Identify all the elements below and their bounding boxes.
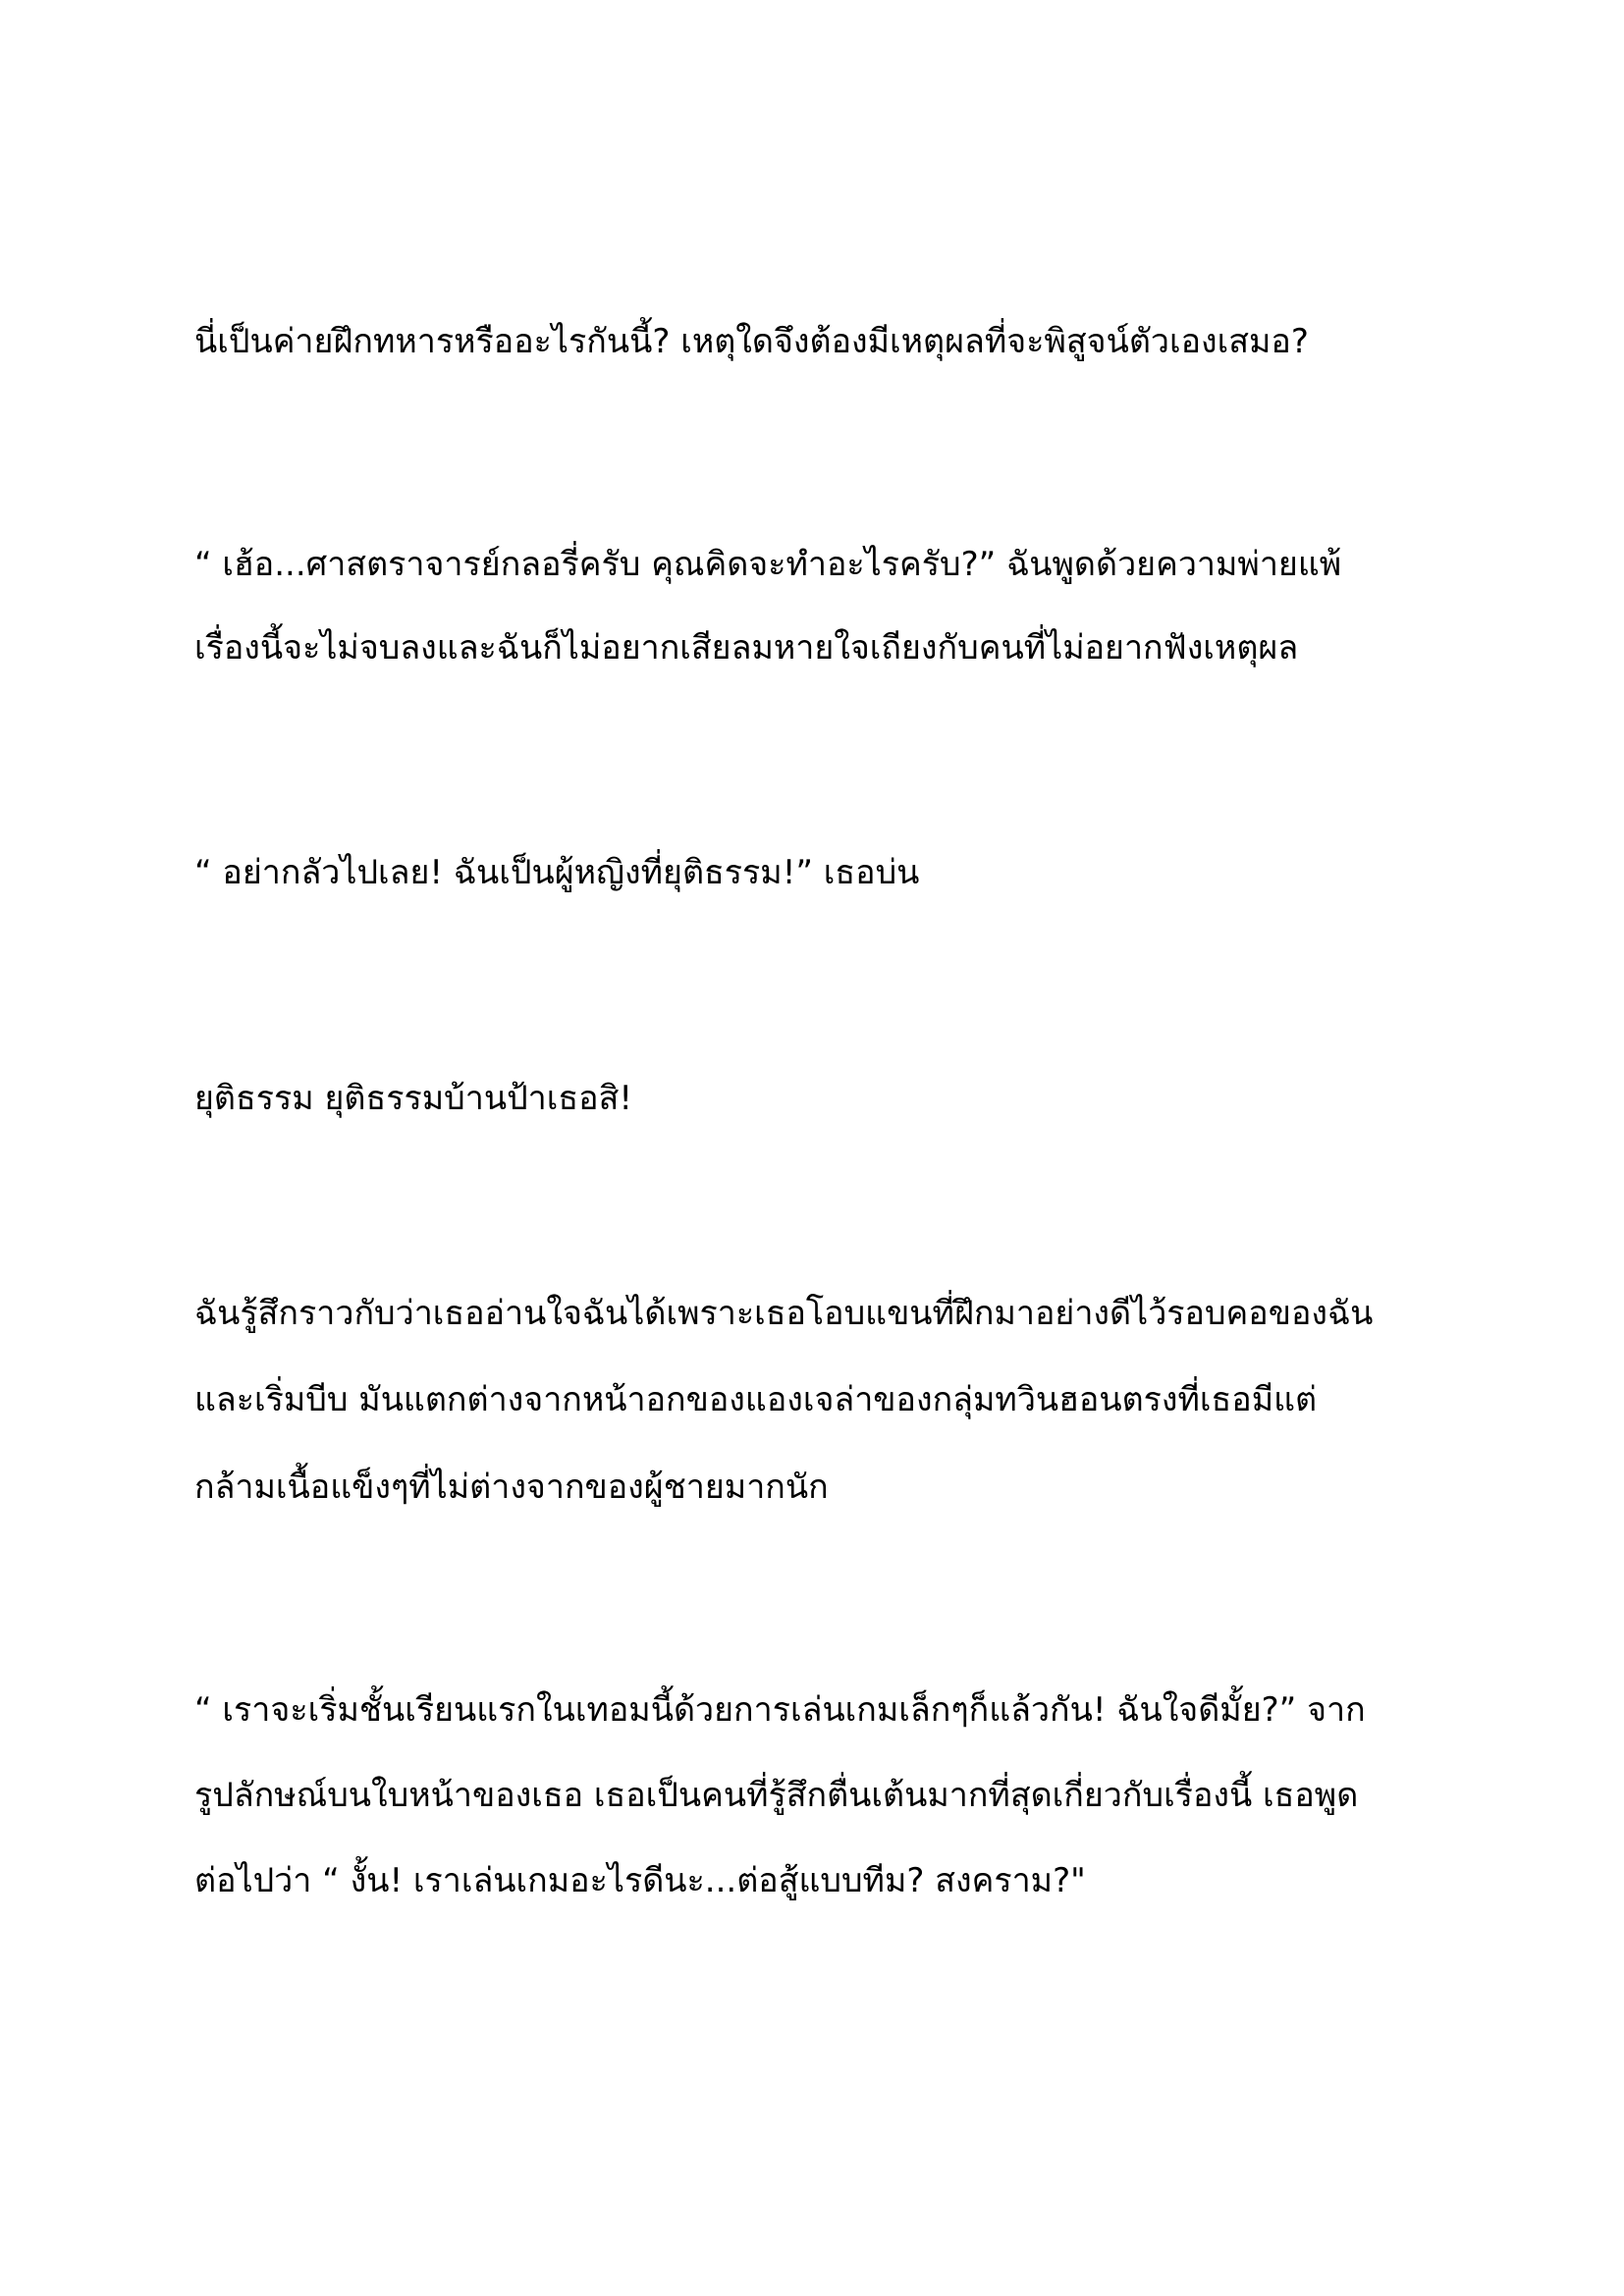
paragraph-line: นี่เป็นค่ายฝึกทหารหรืออะไรกันนี้? เหตุใดจึงต้องมีเหตุผลที่จะพิสูจน์ตัวเองเสมอ? — [194, 322, 1309, 361]
paragraph-line: “ เราจะเริ่มชั้นเรียนแรกในเทอมนี้ด้วยการเล่นเกมเล็กๆก็แล้วกัน! ฉันใจดีมั้ย?” จาก — [194, 1690, 1366, 1730]
paragraph-line: ต่อไปว่า “ งั้น! เราเล่นเกมอะไรดีนะ...ต่อสู้แบบทีม? สงคราม?" — [194, 1861, 1086, 1900]
paragraph-line: ยุติธรรม ยุติธรรมบ้านป้าเธอสิ! — [194, 1079, 632, 1118]
paragraph-line: ฉันรู้สึกราวกับว่าเธออ่านใจฉันได้เพราะเธอโอบแขนที่ฝึกมาอย่างดีไว้รอบคอของฉัน — [194, 1294, 1374, 1333]
paragraph-line: และเริ่มบีบ มันแตกต่างจากหน้าอกของแองเจล่าของกลุ่มทวินฮอนตรงที่เธอมีแต่ — [194, 1380, 1318, 1419]
paragraph-line: รูปลักษณ์บนใบหน้าของเธอ เธอเป็นคนที่รู้สึกตื่นเต้นมากที่สุดเกี่ยวกับเรื่องนี้ เธอพูด — [194, 1776, 1359, 1815]
paragraph-line: กล้ามเนื้อแข็งๆที่ไม่ต่างจากของผู้ชายมากนัก — [194, 1468, 829, 1507]
paragraph-line: เรื่องนี้จะไม่จบลงและฉันก็ไม่อยากเสียลมหายใจเถียงกับคนที่ไม่อยากฟังเหตุผล — [194, 628, 1299, 667]
paragraph-line: “ เฮ้อ...ศาสตราจารย์กลอรี่ครับ คุณคิดจะทำอะไรครับ?” ฉันพูดด้วยความพ่ายแพ้ — [194, 545, 1342, 584]
paragraph-line: “ อย่ากลัวไปเลย! ฉันเป็นผู้หญิงที่ยุติธรรม!” เธอบ่น — [194, 853, 920, 892]
